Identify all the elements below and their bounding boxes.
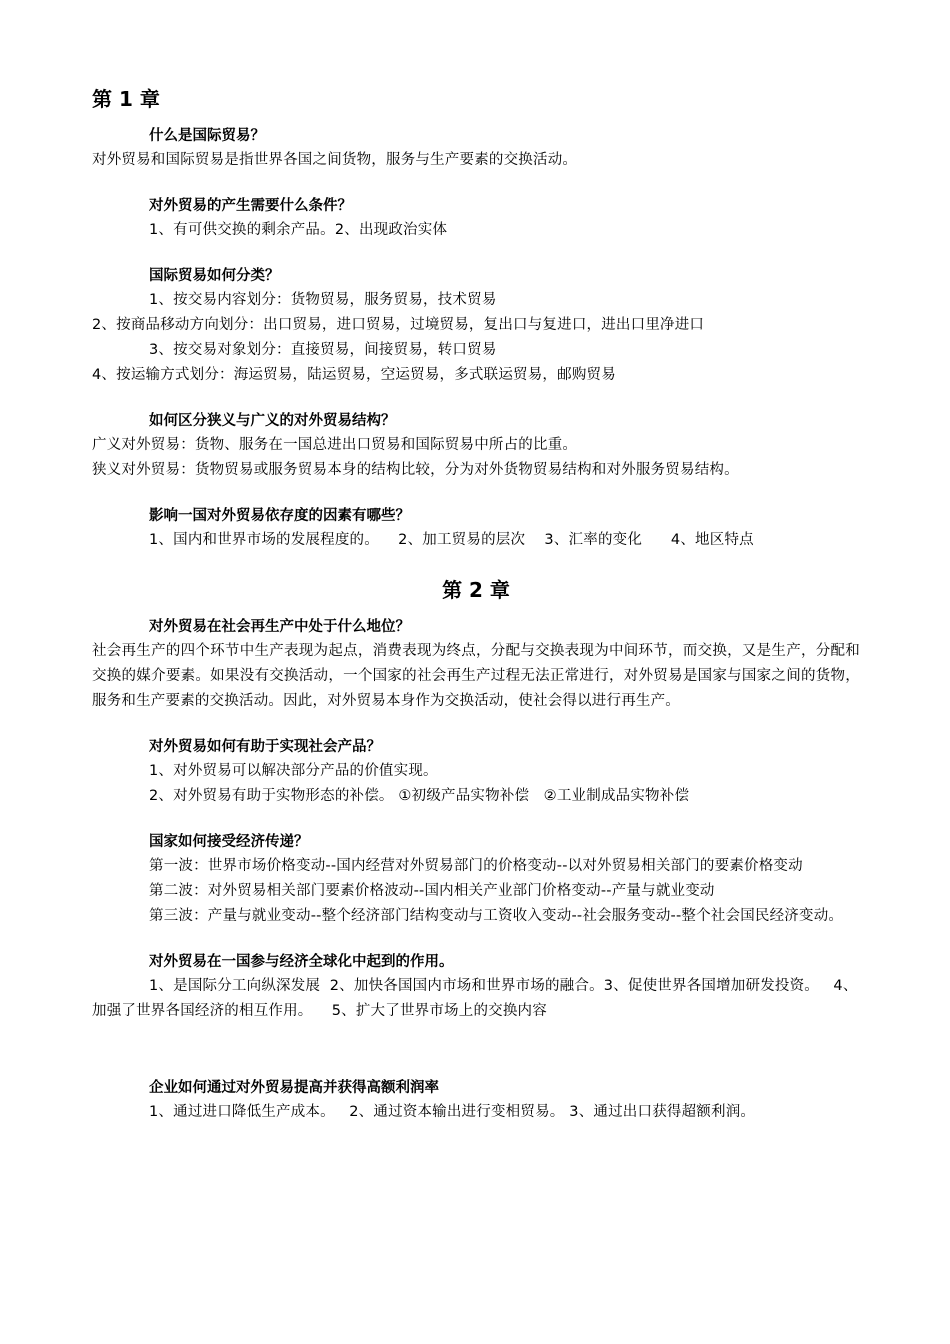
answer-line: 第二波：对外贸易相关部门要素价格波动--国内相关产业部门价格变动--产量与就业变动	[149, 883, 715, 899]
answer-line: 3、按交易对象划分：直接贸易，间接贸易，转口贸易	[149, 342, 497, 358]
section-economic-transmission	[92, 830, 860, 929]
question-heading: 国家如何接受经济传递？	[149, 834, 309, 850]
section-enterprise-profit	[92, 1076, 860, 1125]
answer-line: 广义对外贸易：货物、服务在一国总进出口贸易和国际贸易中所占的比重。	[92, 437, 578, 453]
question-heading: 影响一国对外贸易依存度的因素有哪些？	[149, 508, 410, 524]
answer-line: 4、按运输方式划分：海运贸易，陆运贸易，空运贸易，多式联运贸易，邮购贸易	[92, 367, 616, 383]
question-heading: 对外贸易在社会再生产中处于什么地位？	[149, 619, 410, 635]
answer-line: 1、有可供交换的剩余产品。2、出现政治实体	[149, 222, 448, 238]
section-trade-conditions	[92, 194, 860, 243]
question-heading: 对外贸易如何有助于实现社会产品？	[149, 739, 381, 755]
section-trade-dependence	[92, 504, 860, 553]
section-globalization-role	[92, 950, 860, 1024]
answer-line: 对外贸易和国际贸易是指世界各国之间货物，服务与生产要素的交换活动。	[92, 152, 578, 168]
section-reproduction-status	[92, 615, 860, 714]
question-heading: 对外贸易的产生需要什么条件？	[149, 198, 352, 214]
document-page	[92, 84, 860, 1146]
answer-line: 2、对外贸易有助于实物形态的补偿。 ①初级产品实物补偿 ②工业制成品实物补偿	[149, 788, 690, 804]
answer-line: 1、按交易内容划分：货物贸易，服务贸易，技术贸易	[149, 292, 497, 308]
section-social-products	[92, 735, 860, 809]
question-heading: 如何区分狭义与广义的对外贸易结构？	[149, 413, 396, 429]
answer-line: 第一波：世界市场价格变动--国内经营对外贸易部门的价格变动--以对外贸易相关部门的要素价格变动	[149, 858, 803, 874]
section-trade-structure	[92, 409, 860, 483]
section-trade-classification	[92, 264, 860, 388]
question-heading: 什么是国际贸易？	[149, 128, 265, 144]
answer-line: 狭义对外贸易：货物贸易或服务贸易本身的结构比较，分为对外货物贸易结构和对外服务贸易结构。	[92, 462, 739, 478]
answer-line: 1、国内和世界市场的发展程度的。 2、加工贸易的层次 3、汇率的变化 4、地区特点	[149, 532, 754, 548]
question-heading: 对外贸易在一国参与经济全球化中起到的作用。	[149, 954, 454, 970]
answer-paragraph: 社会再生产的四个环节中生产表现为起点，消费表现为终点，分配与交换表现为中间环节，而交换，又是生产，分配和交换的媒介要素。如果没有交换活动，一个国家的社会再生产过程无法正常进行，对外贸易是国家与国家之间的货物，服务和生产要素的交换活动。因此，对外贸易本身作为交换活动，使社会得以进行再生产。	[92, 643, 860, 709]
answer-line: 1、对外贸易可以解决部分产品的价值实现。	[149, 763, 438, 779]
chapter-2-title: 第 2 章	[442, 578, 510, 602]
chapter-1-title: 第 1 章	[92, 87, 160, 111]
blank-spacer	[92, 1045, 860, 1076]
answer-line: 1、是国际分工向纵深发展 2、加快各国国内市场和世界市场的融合。3、促使世界各国增加研发投资。 4、加强了世界各国经济的相互作用。 5、扩大了世界市场上的交换内容	[92, 978, 858, 1019]
section-what-is-trade	[92, 124, 860, 173]
question-heading: 企业如何通过对外贸易提高并获得高额利润率	[149, 1080, 439, 1096]
answer-line: 第三波：产量与就业变动--整个经济部门结构变动与工资收入变动--社会服务变动--整个社会国民经济变动。	[149, 908, 844, 924]
answer-line: 1、通过进口降低生产成本。 2、通过资本输出进行变相贸易。 3、通过出口获得超额利润。	[149, 1104, 756, 1120]
question-heading: 国际贸易如何分类？	[149, 268, 280, 284]
answer-line: 2、按商品移动方向划分：出口贸易，进口贸易，过境贸易，复出口与复进口，进出口里净进口	[92, 317, 705, 333]
